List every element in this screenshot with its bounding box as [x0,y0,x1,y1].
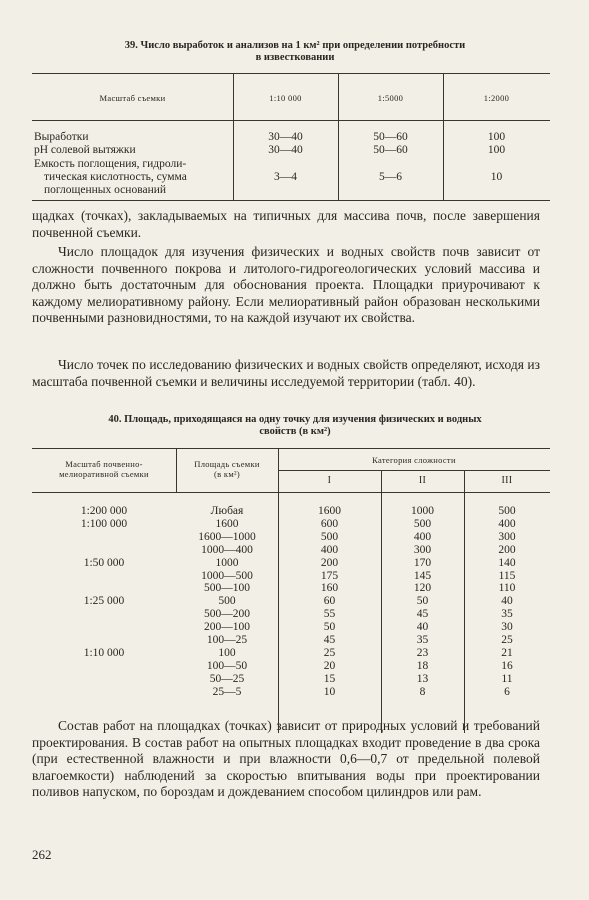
table40-category-1: I [327,475,332,486]
table40-cat2-cell: 8 [419,685,426,698]
table40-cat3-cell: 6 [504,685,510,698]
table40-header-rule [32,492,550,493]
table40-cat1-cell: 1600 [318,505,341,517]
table40-scale-cell: 1:100 000 [80,517,128,530]
table40-scale-cell: 1:50 000 [83,556,125,569]
table40-category-header: Категория сложности [372,455,456,465]
table40-cat3-cell: 500 [498,505,516,517]
table40-cat1-cell: 200 [320,556,339,569]
table40-scale-cell: 1:200 000 [80,505,128,517]
table40-cat2-cell: 145 [413,569,432,582]
table40-area-cell: 100—50 [206,659,248,672]
table40-col1-header-line1: Масштаб почвенно- [65,459,143,469]
body-paragraph-1: щадках (точках), закладываемых на типичных для массива почв, после завершения почвенной съемки. [32,208,540,240]
table40-cat2-cell: 400 [413,530,432,543]
table40-area-cell: Любая [210,505,244,517]
table40-cat1-cell: 160 [320,582,339,595]
table40-caption-line2: свойств (в км²) [259,426,331,437]
table40-area-cell: 200—100 [204,621,250,634]
table40-cat2-cell: 300 [413,543,432,556]
table40-area-cell: 500—100 [204,582,250,595]
table39-caption-line1: 39. Число выработок и анализов на 1 км² при определении потребности [124,40,466,51]
page-number: 262 [32,847,52,862]
table39-row3-label-2: тическая кислотность, сумма [44,171,187,183]
table40-col1-header-line2: мелиоративной съемки [59,469,149,479]
table40-cat2-cell: 120 [413,582,432,595]
table40-caption [40,414,550,438]
body-paragraph-2: Число площадок для изучения физических и водных свойств почв зависит от сложности почвенного покрова и литолого-гидрогеологических условий массива и должно быть достаточным для обоснования проекта. Площадки приурочивают к каждому мелиоративному району. Если мелиоративный район образован несколькими почвенными разновидностями, то на каждой изучают их свойства. [32,244,540,325]
table40-cat3-cell: 200 [498,543,516,556]
table40-cat3-cell: 300 [498,530,516,543]
table40-cat2-cell: 40 [416,621,429,634]
table39-scale-2: 1:5000 [377,93,404,103]
table40-area-cell: 100—25 [206,634,248,646]
table39-row3-label-3: поглощенных оснований [44,184,167,196]
table39-row1-label: Выработки [34,131,89,143]
table40-category-rule [278,470,550,471]
table39-row2-v2: 50—60 [373,144,408,156]
table39-caption [40,40,550,64]
table40-area-cell: 1600—1000 [198,530,256,543]
table40-cat1-cell: 400 [320,543,339,556]
table40-cat1-cell: 60 [323,595,336,608]
table40-area-cell: 1600 [215,517,239,530]
table40-col2-header [176,459,278,479]
table40-top-rule [32,448,550,449]
table40-cat2-cell: 170 [413,556,432,569]
table39-row3-v1: 3—4 [274,171,297,183]
table40-col1-header [32,459,176,479]
table40-cat3-cell: 400 [498,517,516,530]
table40-cat1-cell: 25 [323,646,336,659]
table39-row2-v1: 30—40 [268,144,303,156]
table39-scale-3: 1:2000 [483,93,510,103]
table40-cat3-cell: 140 [498,556,516,569]
table40-area-cell: 50—25 [209,672,245,685]
table40-caption-line1: 40. Площадь, приходящаяся на одну точку для изучения физических и водных [108,414,482,425]
table40-area-cell: 1000 [215,556,239,569]
table40-cat1-cell: 15 [323,672,336,685]
table40-cat3-cell: 110 [498,582,516,595]
table40-scale-cell: 1:10 000 [83,646,125,659]
body-paragraph-3: Число точек по исследованию физических и водных свойств определяют, исходя из масштаба почвенной съемки и величины исследуемой территории (табл. 40). [32,357,540,389]
table40-col2-header-line1: Площадь съемки [194,459,260,469]
table40-area-cell: 500 [218,595,236,608]
table40-cat1-cell: 600 [320,517,339,530]
table39-scale-1: 1:10 000 [269,93,302,103]
table40-cat1-cell: 175 [320,569,339,582]
table40-area-cell: 1000—400 [201,543,253,556]
table39-row1-v2: 50—60 [373,131,408,143]
table40-cat2-cell: 1000 [411,505,434,517]
table40-category-2: II [418,475,427,486]
table39-row2-label: pH солевой вытяжки [34,144,136,156]
table39-row3-v2: 5—6 [379,171,402,183]
table39-header-label: Масштаб съемки [99,93,166,103]
table40-cat3-cell: 30 [501,621,513,634]
table40-cat2-cell: 50 [416,595,429,608]
table40-cat3-cell: 16 [501,659,513,672]
table40-area-cell: 500—200 [204,608,250,621]
table39-row1-v3: 100 [487,131,506,143]
table40-cat2-cell: 35 [416,634,429,646]
table39-row3-v3: 10 [490,171,503,183]
table39-row3-label-1: Емкость поглощения, гидроли- [34,158,187,170]
table39-row2-v3: 100 [487,144,506,156]
body-paragraph-4: Состав работ на площадках (точках) зависит от природных условий и требований проектирования. В состав работ на опытных площадках входит проведение в два срока (при естественной влажности и при влажности 0,6—0,7 от предельной полевой влагоемкости) наблюдений за скоростью впитывания воды при проектировании поливов напуском, по бороздам и дождеванием способом цилиндров или рам. [32,718,540,799]
table40-cat3-cell: 40 [501,595,513,608]
table40-cat2-cell: 500 [413,517,432,530]
table40-cat1-cell: 500 [320,530,339,543]
table40-cat1-cell: 20 [323,659,336,672]
table40-cat1-cell: 45 [323,634,336,646]
table40-cat2-cell: 18 [416,659,429,672]
table40-cat3-cell: 115 [498,569,516,582]
table39-row1-v1: 30—40 [268,131,303,143]
table40-cat1-cell: 55 [323,608,336,621]
table40-cat2-cell: 23 [416,646,429,659]
table39-caption-line2: в известковании [255,52,335,63]
table39-bottom-rule [32,200,550,201]
table39-header-rule [32,120,550,121]
table40-area-cell: 100 [218,646,236,659]
table40-category-3: III [501,475,513,486]
table40-area-cell: 25—5 [212,685,242,698]
table40-cat2-cell: 13 [416,672,429,685]
table40-cat3-cell: 35 [501,608,513,621]
table40-cat2-cell: 45 [416,608,429,621]
table40-cat1-cell: 50 [323,621,336,634]
table40-col2-header-line2: (в км²) [214,469,240,479]
table40-cat3-cell: 11 [501,672,513,685]
table40-scale-cell: 1:25 000 [83,595,125,608]
table40-cat1-cell: 10 [323,685,336,698]
table40-area-cell: 1000—500 [201,569,253,582]
table40-cat3-cell: 21 [501,646,513,659]
table40-cat3-cell: 25 [501,634,513,646]
table39-top-rule [32,73,550,74]
